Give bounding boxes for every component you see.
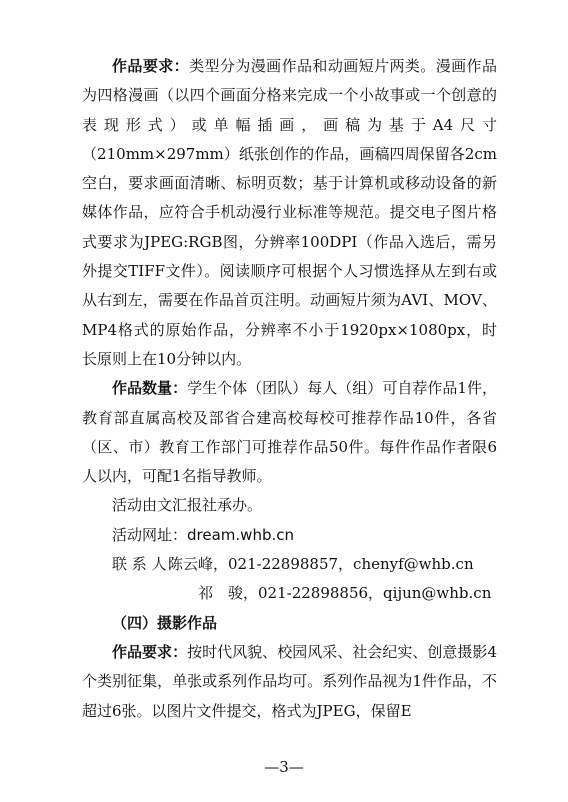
website-link[interactable]: dream.whb.cn <box>187 525 294 544</box>
page-number: —3— <box>264 758 304 776</box>
quantity-paragraph <box>82 374 497 491</box>
organizer-paragraph: 活动由文汇报社承办。 <box>112 496 263 515</box>
website-paragraph <box>82 521 497 550</box>
contact-person-2: 祁 骏，021-22898856，qijun@whb.cn <box>198 584 492 603</box>
contact-person-1: 陈云峰，021-22898857，chenyf@whb.cn <box>168 555 474 574</box>
requirements-label: 作品要求： <box>112 57 190 75</box>
section-heading-photography: （四）摄影作品 <box>112 613 218 632</box>
contact-line-2 <box>82 579 497 608</box>
photo-requirements-label: 作品要求： <box>112 642 188 661</box>
quantity-text: 学生个体（团队）每人（组）可自荐作品1件，教育部直属高校及部省合建高校每校可推荐作品10件，各省（区、市）教育工作部门可推荐作品50件。每件作品作者限6人以内，可配1名指导教师。 <box>82 379 497 486</box>
comic-requirements-paragraph <box>82 52 497 374</box>
website-label: 活动网址： <box>112 525 188 544</box>
page-content <box>82 52 497 726</box>
photo-requirements-paragraph <box>82 638 497 726</box>
contact-line-1 <box>82 550 497 579</box>
contact-label: 联 系 人： <box>112 555 182 574</box>
quantity-label: 作品数量： <box>112 379 188 398</box>
requirements-text: 类型分为漫画作品和动画短片两类。漫画作品为四格漫画（以四个画面分格来完成一个小故事或一个创意的表现形式）或单幅插画，画稿为基于A4尺寸（210mm×297mm）纸张创作的作品，画稿四周保留各2cm空白，要求画面清晰、标明页数；基于计算机或移动设备的新媒体作品，应符合手机动漫行业标准等规范。提交电子图片格式要求为JPEG:RGB图，分辨率100DPI（作品入选后，需另外提交TIFF文件）。阅读顺序可根据个人习惯选择从左到右或从右到左，需要在作品首页注明。动画短片须为AVI、MOV、MP4格式的原始作品，分辨率不小于1920px×1080px，时长原则上在10分钟以内。 <box>82 57 497 368</box>
photo-requirements-text: 按时代风貌、校园风采、社会纪实、创意摄影4个类别征集，单张或系列作品均可。系列作品视为1件作品，不超过6张。以图片文件提交，格式为JPEG，保留E <box>82 642 497 720</box>
